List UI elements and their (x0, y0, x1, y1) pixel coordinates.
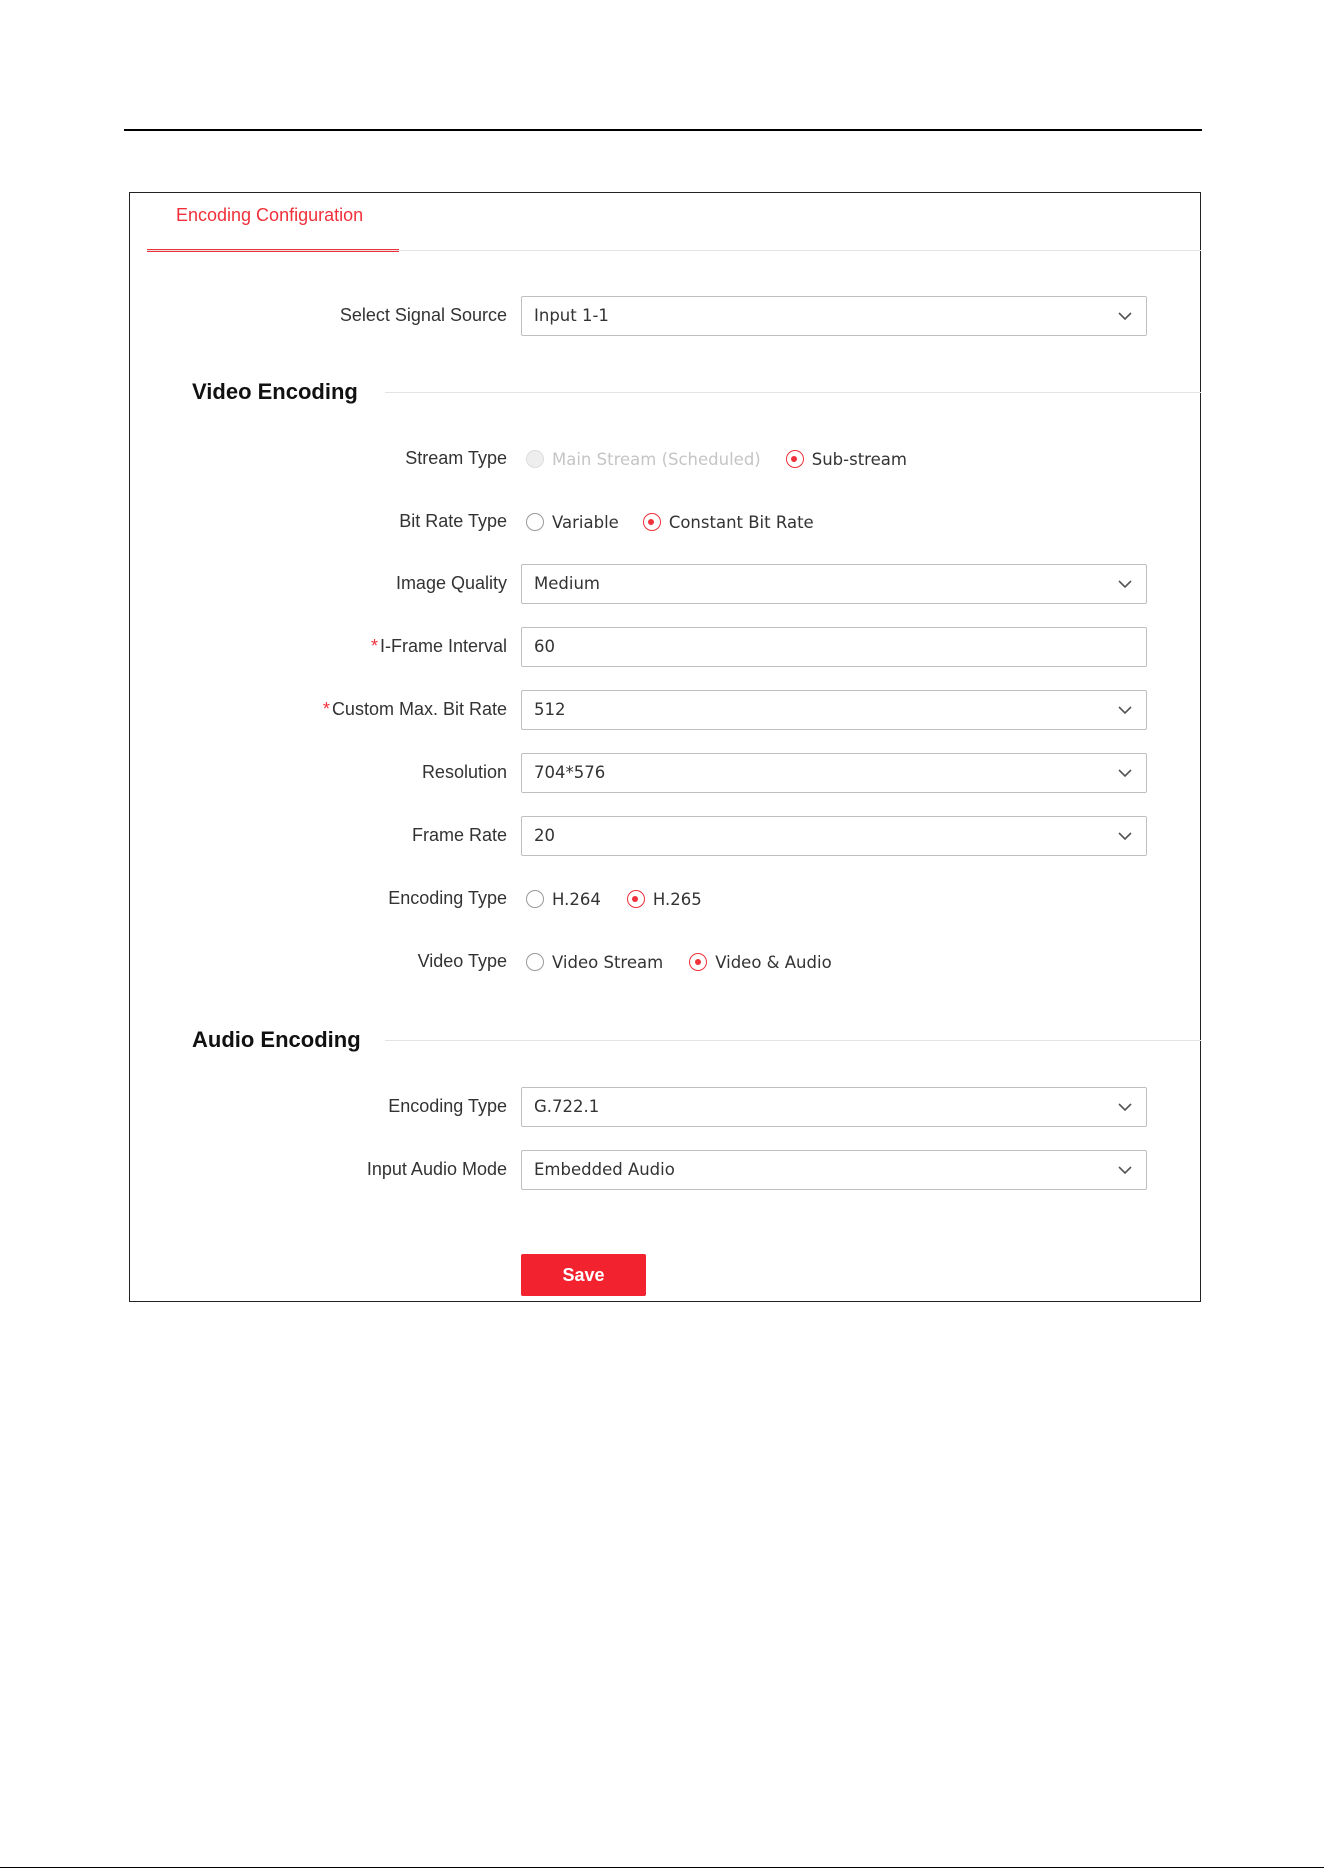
i-frame-interval-input[interactable] (521, 627, 1147, 667)
radio-checked-icon (689, 953, 707, 971)
radio-disabled-icon (526, 450, 544, 468)
custom-max-bit-rate-label (147, 699, 507, 720)
encoding-h265-radio[interactable] (627, 890, 702, 909)
bit-rate-variable-label: Variable (552, 512, 619, 532)
frame-rate-select[interactable] (521, 816, 1147, 856)
encoding-h265-label: H.265 (652, 889, 702, 909)
image-quality-value: Medium (534, 574, 600, 593)
stream-type-sub-label: Sub-stream (811, 449, 907, 469)
audio-encoding-title: Audio Encoding (192, 1027, 361, 1052)
bit-rate-type-radio-group (526, 509, 840, 535)
tab-bar-divider (147, 250, 1201, 251)
video-type-stream-label: Video Stream (552, 952, 664, 972)
page-header-rule (124, 129, 1202, 131)
resolution-select[interactable] (521, 753, 1147, 793)
input-audio-mode-select[interactable] (521, 1150, 1147, 1190)
audio-encoding-type-select[interactable] (521, 1087, 1147, 1127)
custom-max-bit-rate-select[interactable] (521, 690, 1147, 730)
stream-type-label: Stream Type (405, 448, 507, 468)
stream-type-radio-group (526, 446, 933, 472)
video-type-label: Video Type (417, 951, 507, 971)
radio-unchecked-icon (526, 953, 544, 971)
bit-rate-type-label: Bit Rate Type (399, 511, 507, 531)
signal-source-value: Input 1-1 (534, 306, 609, 325)
required-mark: * (322, 699, 330, 719)
save-button[interactable]: Save (521, 1254, 646, 1296)
tab-label: Encoding Configuration (176, 205, 364, 225)
audio-encoding-type-value: G.722.1 (534, 1097, 600, 1116)
video-type-video-audio-label: Video & Audio (715, 952, 832, 972)
audio-encoding-type-label: Encoding Type (388, 1096, 507, 1116)
chevron-down-icon (1116, 307, 1134, 325)
chevron-down-icon (1116, 764, 1134, 782)
chevron-down-icon (1116, 1161, 1134, 1179)
bit-rate-variable-radio[interactable] (526, 513, 619, 532)
video-type-stream-radio[interactable] (526, 953, 663, 972)
i-frame-interval-value: 60 (534, 637, 555, 656)
radio-checked-icon (786, 450, 804, 468)
chevron-down-icon (1116, 1098, 1134, 1116)
image-quality-select[interactable] (521, 564, 1147, 604)
image-quality-label: Image Quality (395, 573, 507, 593)
radio-checked-icon (643, 513, 661, 531)
video-type-video-audio-radio[interactable] (689, 953, 831, 972)
page-footer-rule (0, 1867, 1324, 1868)
i-frame-interval-label-text: I-Frame Interval (379, 636, 507, 656)
required-mark: * (370, 636, 378, 656)
encoding-config-panel (129, 192, 1201, 1302)
stream-type-sub-radio[interactable] (786, 450, 907, 469)
video-encoding-type-radio-group (526, 886, 728, 912)
encoding-h264-label: H.264 (552, 889, 601, 909)
video-encoding-title: Video Encoding (192, 379, 358, 404)
radio-unchecked-icon (526, 513, 544, 531)
encoding-h264-radio[interactable] (526, 890, 601, 909)
chevron-down-icon (1116, 827, 1134, 845)
stream-type-main-label: Main Stream (Scheduled) (552, 449, 761, 469)
custom-max-bit-rate-label-text: Custom Max. Bit Rate (331, 699, 507, 719)
stream-type-main-radio[interactable] (526, 450, 761, 469)
video-type-radio-group (526, 949, 858, 975)
resolution-value: 704*576 (534, 763, 606, 782)
video-encoding-divider (385, 392, 1201, 393)
radio-unchecked-icon (526, 890, 544, 908)
video-encoding-type-label: Encoding Type (388, 888, 507, 908)
chevron-down-icon (1116, 575, 1134, 593)
input-audio-mode-value: Embedded Audio (534, 1160, 675, 1179)
input-audio-mode-label: Input Audio Mode (366, 1159, 507, 1179)
frame-rate-value: 20 (534, 826, 555, 845)
resolution-label: Resolution (421, 762, 507, 782)
bit-rate-constant-label: Constant Bit Rate (668, 512, 814, 532)
tab-encoding-configuration[interactable] (147, 192, 399, 252)
i-frame-interval-label (147, 636, 507, 657)
audio-encoding-divider (385, 1040, 1201, 1041)
chevron-down-icon (1116, 701, 1134, 719)
frame-rate-label: Frame Rate (411, 825, 507, 845)
signal-source-select[interactable] (521, 296, 1147, 336)
bit-rate-constant-radio[interactable] (643, 513, 814, 532)
custom-max-bit-rate-value: 512 (534, 700, 566, 719)
radio-checked-icon (627, 890, 645, 908)
signal-source-label: Select Signal Source (339, 305, 507, 325)
